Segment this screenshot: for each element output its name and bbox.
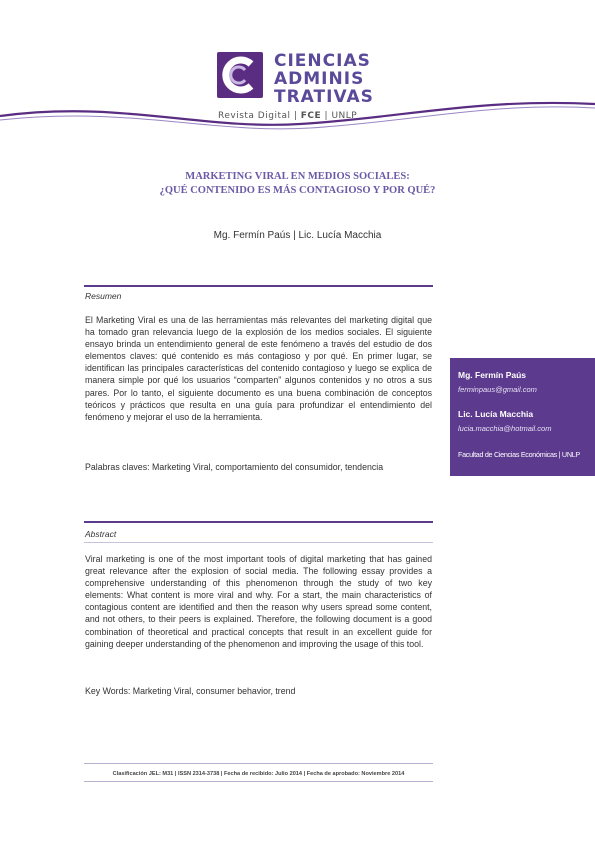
abstract-text: Viral marketing is one of the most important tools of digital marketing that has gained great relevance after the explosion of social media. The following essay provides a comprehensive understanding of this phenomenon through the study of two key elements: What content is more viral and why. For a start, the main characteristics of contagious content are identified and then the reason why users spread some content, and not others, to their peers is explained. Therefore, the following document is a good combination of theoretical and practical concepts that result in an excellent guide for gaining deeper understanding of the phenomenon and improving the usage of this tool. [85,554,432,649]
logo-word-1: CIENCIAS [274,51,371,71]
resumen-top-rule [84,285,433,287]
abstract-label: Abstract [85,529,117,539]
header-swoosh-decoration [0,87,595,150]
footer-classification: Clasificación JEL: M31 | ISSN 2314-3738 | Fecha de recibido: Julio 2014 | Fecha de aprobado: Noviembre 2014 [112,771,405,777]
article-title [60,170,535,198]
sidebar-author-1-name: Mg. Fermín Paús [458,370,527,380]
article-title-line-2: ¿QUÉ CONTENIDO ES MÁS CONTAGIOSO Y POR QUÉ? [159,185,436,196]
sidebar-author-2-name: Lic. Lucía Macchia [458,409,534,419]
resumen-label: Resumen [85,291,122,301]
sidebar-author-2-email: lucia.macchia@hotmail.com [458,424,552,433]
abstract-top-rule [84,521,433,523]
resumen-keywords: Palabras claves: Marketing Viral, comportamiento del consumidor, tendencia [85,462,384,472]
logo-subtitle-separator: | [321,111,332,121]
resumen-text: El Marketing Viral es una de las herramientas más relevantes del marketing digital que ha tomado gran relevancia luego de la explosión de los medios sociales. El siguiente ensayo brinda un entendimiento general de este fenómeno a través del estudio de dos elementos claves: qué contenido es más contagioso y por qué. En primer lugar, se identifican las principales características del contenido contagioso y luego se explica de manera simple por qué los usuarios “comparten” algunos contenidos y no otros a sus pares. Por lo tanto, el siguiente documento es una buena combinación de conceptos teóricos y prácticos que resulta en una guía para profundizar el entendimiento del fenómeno y mejorar el uso de la herramienta. [85,315,432,422]
logo-word-2: ADMINIS [274,69,365,89]
footer-bottom-rule [84,781,433,782]
logo-subtitle-revista: Revista Digital [218,111,291,121]
article-authors: Mg. Fermín Paús | Lic. Lucía Macchia [213,230,382,241]
sidebar-author-1-email: ferminpaus@gmail.com [458,385,537,394]
logo-subtitle-fce: FCE [300,111,322,121]
logo-subtitle-separator: | [290,111,301,121]
abstract-keywords: Key Words: Marketing Viral, consumer behavior, trend [85,686,296,696]
footer-top-rule [84,763,433,764]
logo-word-3: TRATIVAS [274,87,374,107]
article-title-line-1: MARKETING VIRAL EN MEDIOS SOCIALES: [185,171,410,182]
author-info-sidebar [450,358,595,476]
sidebar-faculty: Facultad de Ciencias Económicas | UNLP [458,450,580,459]
logo-subtitle-unlp: UNLP [331,111,358,121]
abstract-bottom-rule [84,542,433,543]
